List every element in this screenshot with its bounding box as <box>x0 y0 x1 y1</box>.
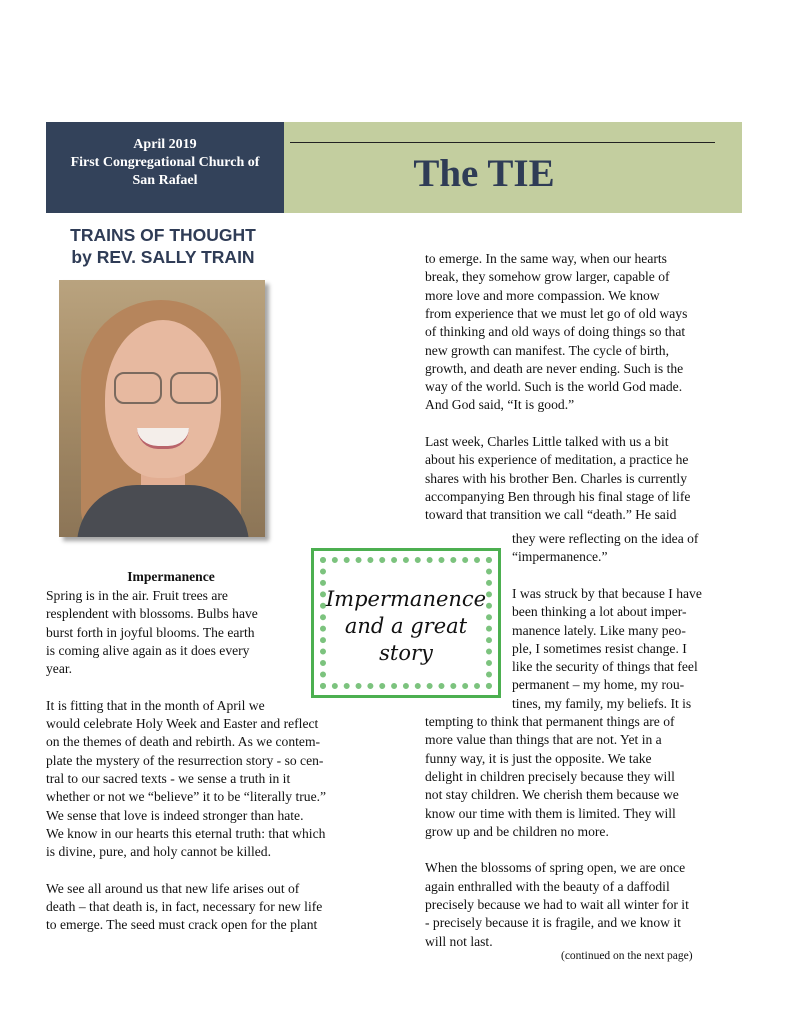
article-line: tral to our sacred texts - we sense a truth in it <box>46 771 291 786</box>
article-line: more love and more compassion. We know <box>425 287 660 303</box>
callout-text <box>314 586 498 667</box>
article-line: We sense that love is indeed stronger than hate. <box>46 807 304 823</box>
article-line: tempting to think that permanent things are of <box>425 714 675 729</box>
column-byline: by REV. SALLY TRAIN <box>71 247 255 267</box>
article-line: from experience that we must let go of old ways <box>425 305 688 321</box>
article-line: been thinking a lot about imper- <box>512 604 687 620</box>
column-title <box>46 224 280 268</box>
article-line: accompanying Ben through his final stage of life <box>425 488 691 504</box>
article-line: plate the mystery of the resurrection story - so cen- <box>46 752 324 768</box>
article-line: to emerge. The seed must crack open for the plant <box>46 917 318 933</box>
article-line: delight in children precisely because they will <box>425 768 675 784</box>
continued-note: (continued on the next page) <box>561 950 693 962</box>
article-line: “impermanence.” <box>512 549 608 565</box>
article-line: When the blossoms of spring open, we are once <box>425 860 686 876</box>
article-line: year. <box>46 661 73 677</box>
article-line: more value than things that are not. Yet in a <box>425 732 662 748</box>
article-line: break, they somehow grow larger, capable of <box>425 269 670 285</box>
header-title-box <box>284 122 742 213</box>
header-rule <box>290 142 715 143</box>
article-line: death – that death is, in fact, necessary for new life <box>46 899 323 915</box>
callout-box <box>311 548 501 698</box>
article-line: permanent – my home, my rou- <box>512 677 685 693</box>
article-line: on the themes of death and rebirth. As we contem- <box>46 734 321 750</box>
article-line: precisely because we had to wait all winter for it <box>425 897 689 912</box>
article-line: whether or not we “believe” it to be “literally true.” <box>46 789 327 805</box>
article-line: We see all around us that new life arises out of <box>46 880 300 896</box>
article-line: about his experience of meditation, a practice he <box>425 452 689 468</box>
article-line: burst forth in joyful blooms. The earth <box>46 624 255 640</box>
author-photo <box>59 280 265 537</box>
article-line: shares with his brother Ben. Charles is currently <box>425 470 687 486</box>
article-subhead: Impermanence <box>127 569 215 584</box>
article-line: is divine, pure, and holy cannot be killed. <box>46 844 272 860</box>
article-line: will not last. <box>425 933 493 949</box>
article-line: And God said, “It is good.” <box>425 397 575 413</box>
article-line: like the security of things that feel <box>512 659 698 675</box>
article-line: to emerge. In the same way, when our hearts <box>425 251 667 266</box>
article-line: is coming alive again as it does every <box>46 642 250 658</box>
article-line: We know in our hearts this eternal truth: that which <box>46 825 326 841</box>
article-line: funny way, it is just the opposite. We take <box>425 750 652 766</box>
church-name-line1: First Congregational Church of <box>70 155 260 170</box>
article-line: resplendent with blossoms. Bulbs have <box>46 606 258 622</box>
article-line: ple, I sometimes resist change. I <box>512 640 687 656</box>
column-title-line1: TRAINS OF THOUGHT <box>70 225 256 245</box>
header-info-box <box>46 122 284 213</box>
article-line: Last week, Charles Little talked with us a bit <box>425 434 669 449</box>
article-line: way of the world. Such is the world God made. <box>425 379 683 395</box>
callout-line3: story <box>379 641 433 665</box>
article-line: It is fitting that in the month of April we <box>46 697 265 713</box>
callout-line2: and a great <box>344 614 468 638</box>
photo-glasses-right <box>170 372 218 404</box>
photo-glasses-left <box>114 372 162 404</box>
article-line: tines, my family, my beliefs. It is <box>512 695 692 711</box>
article-line: again enthralled with the beauty of a daffodil <box>425 878 670 894</box>
article-line: grow up and be children no more. <box>425 823 609 839</box>
article-line: not stay children. We cherish them because we <box>425 787 679 803</box>
newsletter-title: The TIE <box>413 152 555 195</box>
article-line: know our time with them is limited. They will <box>425 805 676 821</box>
article-line: would celebrate Holy Week and Easter and reflect <box>46 716 319 732</box>
article-line: Spring is in the air. Fruit trees are <box>46 588 228 603</box>
issue-date: April 2019 <box>133 137 197 152</box>
article-line: - precisely because it is fragile, and we know it <box>425 915 681 931</box>
article-line: growth, and death are never ending. Such is the <box>425 360 684 376</box>
article-line: manence lately. Like many peo- <box>512 622 686 638</box>
article-line: of thinking and old ways of doing things so that <box>425 324 686 340</box>
church-name-line2: San Rafael <box>132 173 198 188</box>
callout-line1: Impermanence <box>325 587 487 611</box>
article-line: I was struck by that because I have <box>512 585 702 601</box>
article-line: new growth can manifest. The cycle of birth, <box>425 342 669 358</box>
article-line: toward that transition we call “death.” He said <box>425 507 677 523</box>
article-line: they were reflecting on the idea of <box>512 531 699 546</box>
